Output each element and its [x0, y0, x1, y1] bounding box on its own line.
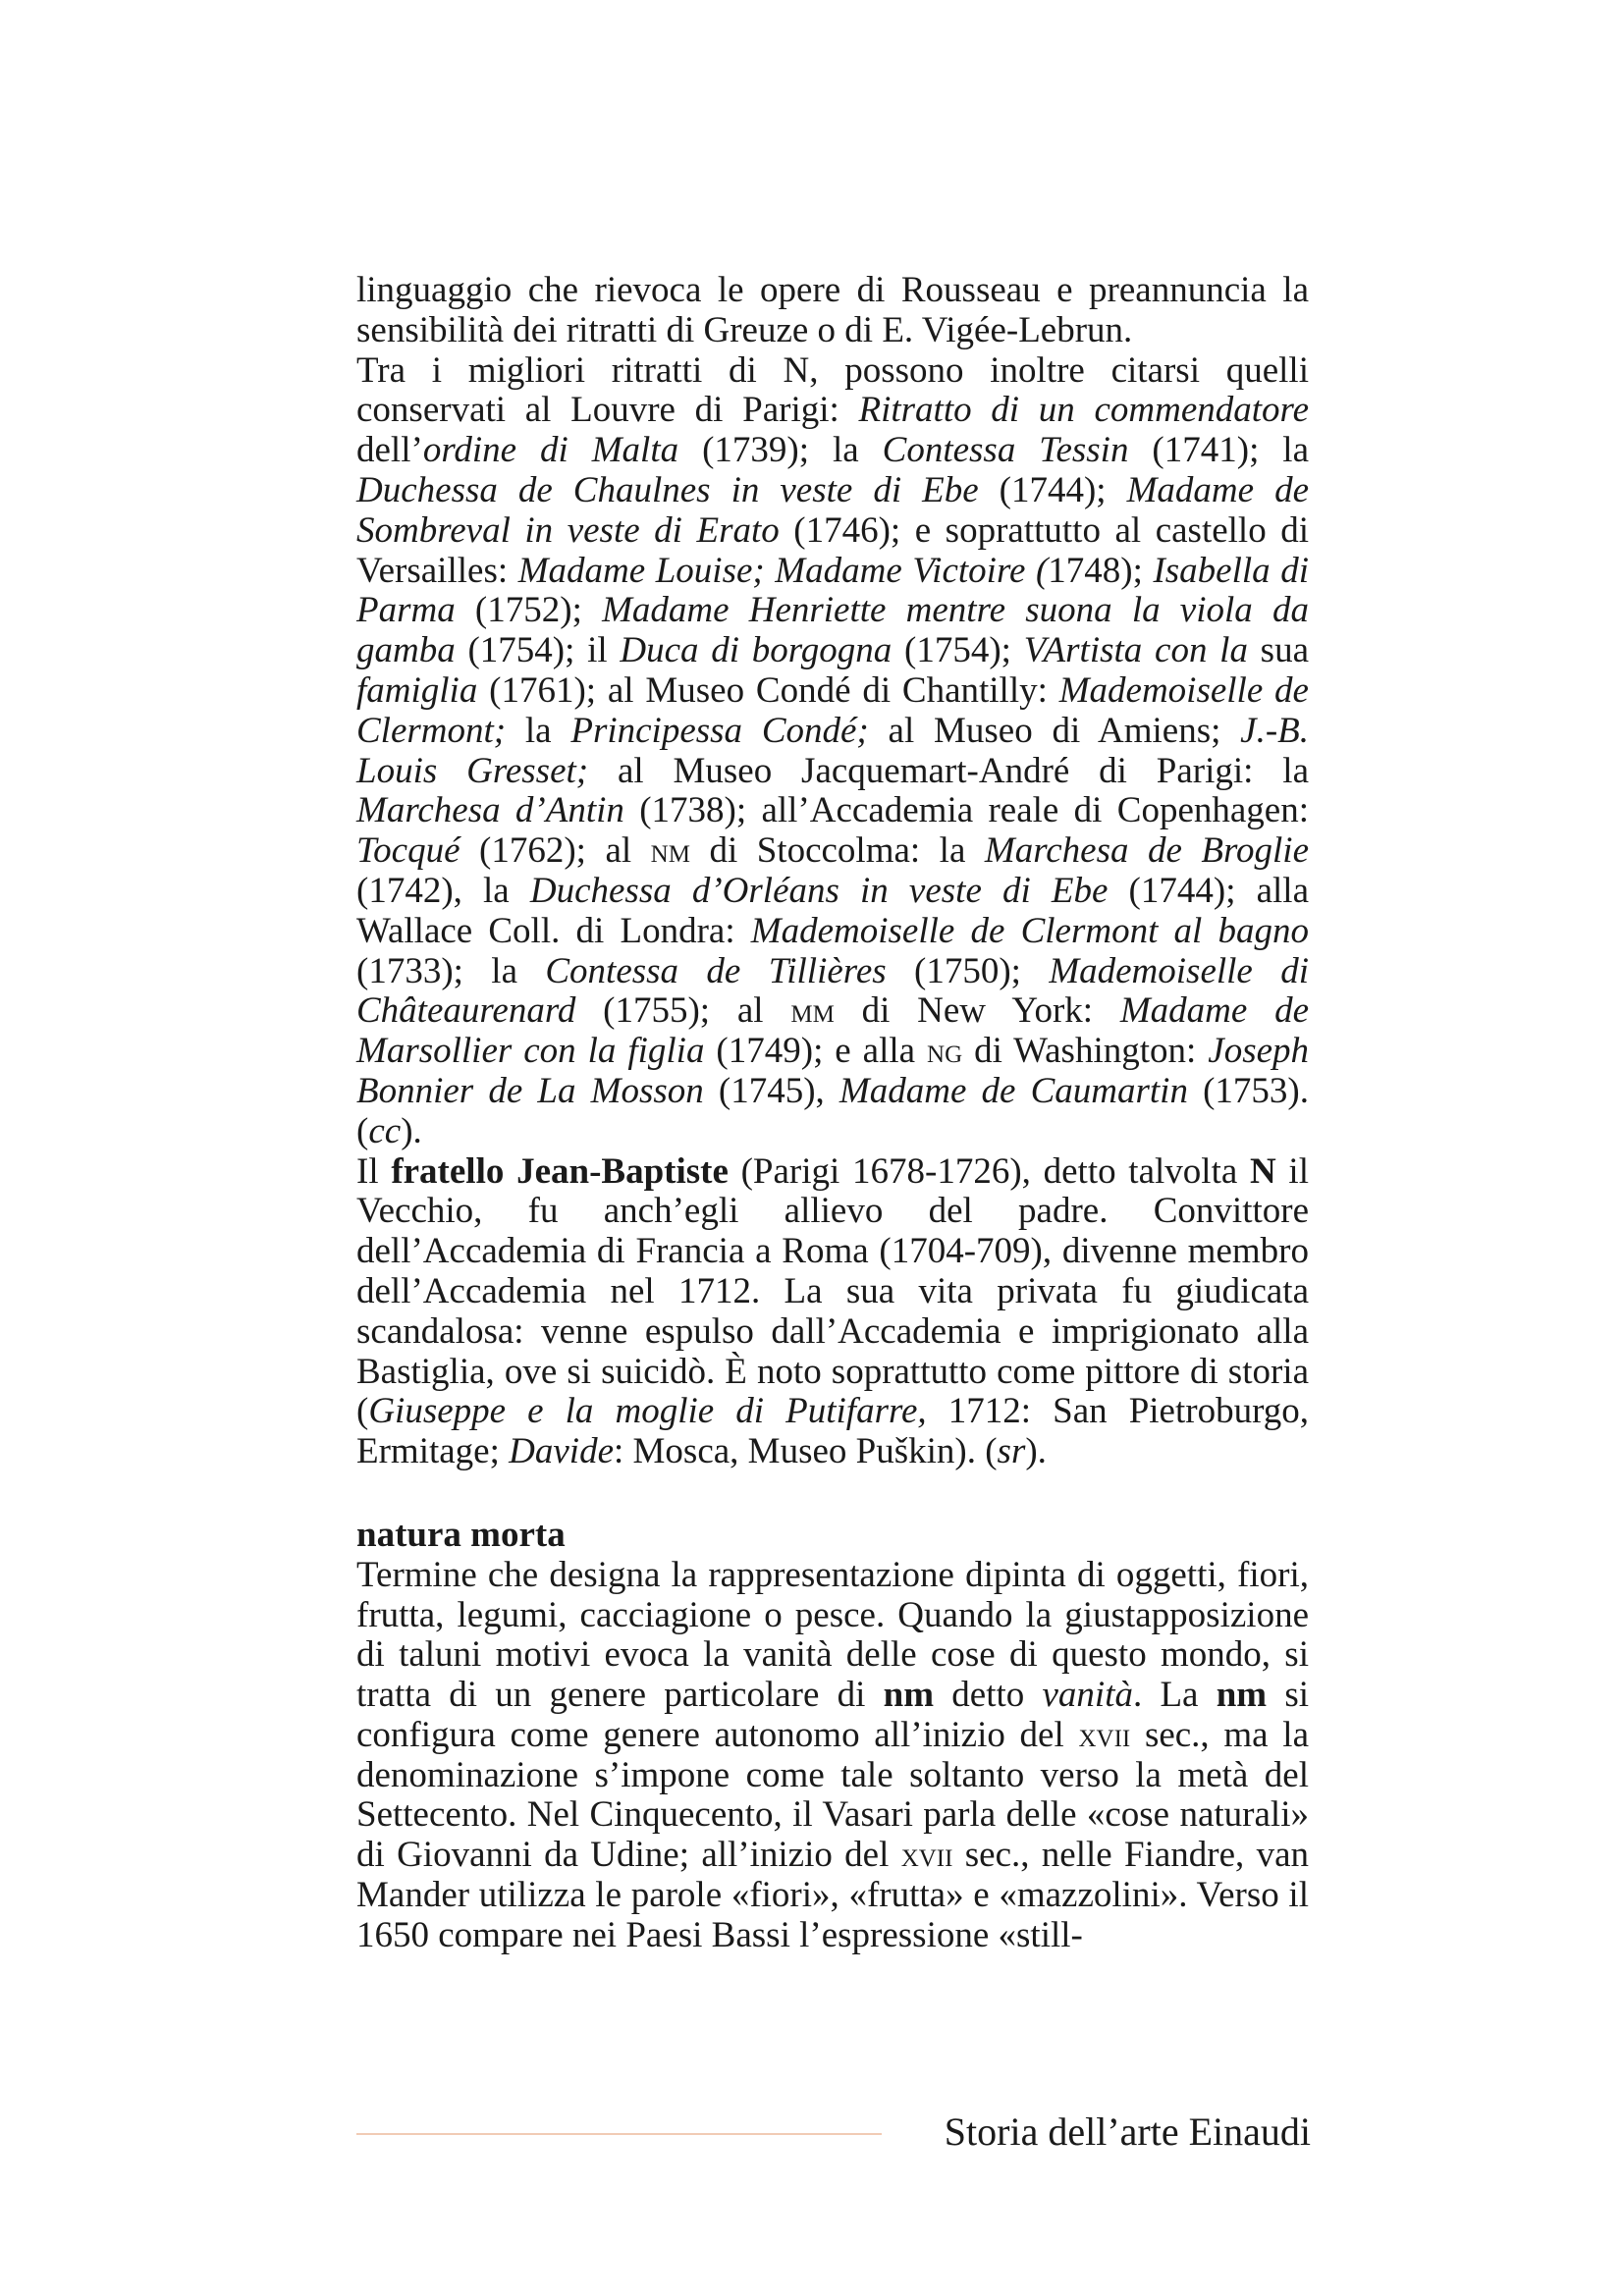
museum-abbreviation: ng [927, 1032, 963, 1071]
entry-heading: natura morta [356, 1514, 566, 1555]
text-run: ). [1025, 1431, 1047, 1472]
text-run: la [506, 710, 571, 751]
subentry-name: fratello Jean-Baptiste [391, 1150, 729, 1192]
artwork-title: Contessa Tessin [882, 430, 1129, 471]
text-run: il Vecchio, fu anch’egli allievo del padre. Convittore dell’Accademia di Francia a Roma (1704-709), divenne membro dell’Accademia nel 1712. La sua vita privata fu giudicata scandalosa: venne espulso dall’Accademia e imprigionato alla Bastiglia, ove si suicidò. È noto soprattutto come pittore di storia ( [356, 1150, 1309, 1432]
artwork-title: Mademoiselle di Châteaurenard [356, 950, 1310, 1032]
text-run: di New York: [834, 990, 1120, 1032]
text-run: Il [356, 1150, 392, 1192]
text-run: (1745), [703, 1070, 839, 1111]
text-run: linguaggio che rievoca le opere di Rousseau e preannuncia la sensibilità dei ritratti di Greuze o di E. Vigée-Lebrun. [356, 270, 1309, 350]
text-run: 1712: San Pietroburgo, Ermitage; [356, 1391, 1309, 1472]
text-run: (Parigi 1678-1726), detto talvolta [728, 1150, 1250, 1192]
text-run: : Mosca, Museo Puškin). ( [614, 1431, 998, 1472]
text-run: Termine che designa la rappresentazione dipinta di oggetti, fiori, frutta, legumi, cacciagione o pesce. Quando la giustapposizione di taluni motivi evoca la vanità delle cose di questo mondo, si tratta di un genere particolare di [356, 1554, 1309, 1716]
artwork-title: Davide [509, 1431, 614, 1472]
artwork-title: Madame de Caumartin [839, 1070, 1188, 1111]
text-run: sec., ma la denominazione s’impone come tale soltanto verso la metà del Settecento. Nel Cinquecento, il Vasari parla delle «cose naturali» di Giovanni da Udine; all’inizio del [356, 1714, 1309, 1876]
text-run: (1753). ( [356, 1070, 1309, 1151]
paragraph-jean-baptiste [356, 1152, 1309, 1472]
text-run: di Washington: [962, 1031, 1209, 1072]
artwork-title: VArtista con la [1023, 630, 1248, 671]
text-run: (1744); alla Wallace Coll. di Londra: [356, 870, 1309, 951]
section-spacer [356, 1472, 1309, 1516]
text-run: (1746); e soprattutto al castello di Versailles: [356, 509, 1310, 591]
text-run: al Museo Jacquemart-André di Parigi: la [588, 750, 1309, 791]
artwork-title: Duca di borgogna [620, 630, 893, 671]
artwork-title: Giuseppe e la moglie di Putifarre, [368, 1391, 927, 1432]
text-run: (1733); la [356, 950, 546, 991]
text-run: (1750); [886, 950, 1050, 991]
artwork-title: Principessa Condé; [570, 710, 869, 751]
text-run: al Museo di Amiens; [868, 710, 1241, 751]
artwork-title: ordine di Malta [422, 430, 679, 471]
footer-title: Storia dell’arte Einaudi [944, 2109, 1311, 2154]
artwork-title: Madame de Marsollier con la figlia [356, 990, 1310, 1072]
artwork-title: Duchessa de Chaulnes in veste di Ebe [356, 469, 979, 510]
text-run: (1762); al [460, 830, 651, 872]
term-italic: vanità [1042, 1675, 1133, 1716]
paragraph-portraits [356, 351, 1309, 1152]
body-text [356, 271, 1309, 1956]
footer-rule [356, 2133, 882, 2135]
subentry-initial: N [1249, 1150, 1276, 1192]
museum-abbreviation: mm [790, 991, 835, 1031]
artwork-title: Mademoiselle de Clermont al bagno [750, 910, 1309, 951]
artwork-title: Duchessa d’Orléans in veste di Ebe [529, 870, 1109, 911]
century-numeral: xvii [1078, 1715, 1131, 1754]
artwork-title: Joseph Bonnier de La Mosson [356, 1031, 1310, 1111]
paragraph-natura-morta [356, 1556, 1309, 1956]
abbreviation-nm: nm [883, 1675, 935, 1716]
text-run: (1739); la [678, 430, 883, 471]
century-numeral: xvii [900, 1836, 953, 1875]
text-run: (1749); e alla [704, 1031, 928, 1072]
artwork-title: Madame Henriette mentre suona la viola da gamba [356, 590, 1309, 671]
text-run: ). [401, 1110, 422, 1151]
artwork-title: Madame de Sombreval in veste di Erato [356, 469, 1310, 551]
text-run: 1748); [1048, 550, 1154, 591]
text-run: (1754); il [455, 630, 621, 671]
artwork-title: Tocqué [356, 830, 460, 872]
text-run: (1752); [455, 590, 603, 631]
artwork-title: Contessa de Tillières [545, 950, 887, 991]
text-run: (1755); al [575, 990, 791, 1032]
artwork-title: Marchesa de Broglie [984, 830, 1310, 872]
artwork-title: J.-B. Louis Gresset; [356, 710, 1310, 791]
text-run: di Stoccolma: la [689, 830, 985, 872]
artwork-title: Madame Louise; Madame Victoire ( [517, 550, 1049, 591]
text-run: Tra i migliori ritratti di N, possono inoltre citarsi quelli conservati al Louvre di Parigi: [356, 349, 1309, 431]
author-initials: cc [368, 1110, 402, 1151]
text-run: sua [1247, 630, 1310, 671]
text-run: detto [934, 1675, 1043, 1716]
abbreviation-nm: nm [1216, 1675, 1268, 1716]
text-run: (1761); al Museo Condé di Chantilly: [477, 669, 1059, 711]
paragraph-continuation [356, 271, 1309, 351]
artwork-title: famiglia [356, 669, 478, 711]
author-initials: sr [997, 1431, 1026, 1472]
artwork-title: Ritratto di un commendatore [858, 390, 1309, 431]
text-run: sec., nelle Fiandre, van Mander utilizza le parole «fiori», «frutta» e «mazzolini». Verso il 1650 compare nei Paesi Bassi l’espressione «still- [356, 1835, 1310, 1955]
artwork-title: Mademoiselle de Clermont; [356, 669, 1309, 751]
text-run: . La [1132, 1675, 1217, 1716]
text-run: (1742), la [356, 870, 530, 911]
artwork-title: Isabella di Parma [356, 550, 1309, 631]
text-run: (1754); [892, 630, 1024, 671]
text-run: dell’ [356, 430, 423, 471]
text-run: (1744); [978, 469, 1127, 510]
text-run: si configura come genere autonomo all’inizio del [356, 1675, 1310, 1755]
museum-abbreviation: nm [650, 831, 690, 871]
text-run: (1738); all’Accademia reale di Copenhagen: [623, 790, 1309, 831]
text-run: (1741); la [1128, 430, 1310, 471]
artwork-title: Marchesa d’Antin [356, 790, 624, 831]
